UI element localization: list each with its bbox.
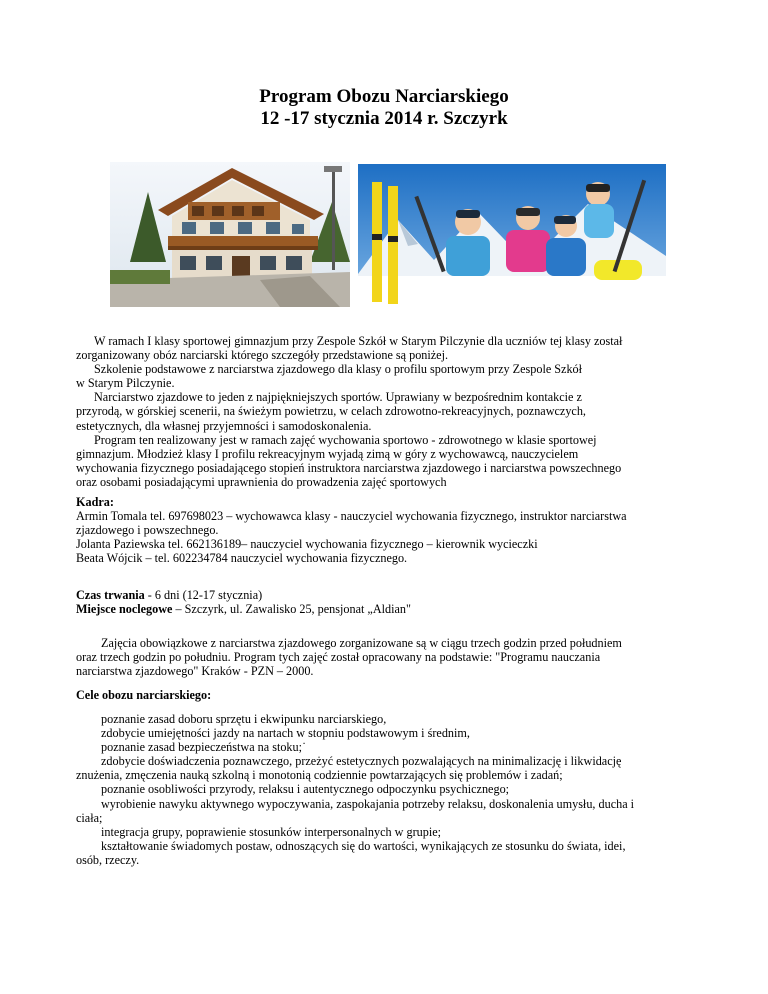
zajecia-line1: Zajęcia obowiązkowe z narciarstwa zjazdowego zorganizowane są w ciągu trzech godzin przed południem [101,636,622,650]
intro-p4-line1: Program ten realizowany jest w ramach zajęć wychowania sportowo - zdrowotnego w klasie sportowej [94,432,597,447]
czas-trwania-line [76,588,696,602]
kadra-line4: Beata Wójcik – tel. 602234784 nauczyciel wychowania fizycznego. [76,551,408,566]
cele-item-7: integracja grupy, poprawienie stosunków interpersonalnych w grupie; [101,824,442,839]
miejsce-line [76,602,696,616]
czas-value: - 6 dni (12-17 stycznia) [144,588,263,602]
intro-p2-line2: w Starym Pilczynie. [76,376,175,391]
intro-p1-line2: zorganizowany obóz narciarski którego szczegóły przedstawione są poniżej. [76,348,449,363]
zajecia-line2: oraz trzech godzin po południu. Program tych zajęć został opracowany na podstawie: "Programu nauczania [76,650,601,665]
cele-item-5: poznanie osobliwości przyrody, relaksu i autentycznego odpoczynku psychicznego; [101,782,510,797]
cele-item-4-line1: zdobycie doświadczenia poznawczego, przeżyć estetycznych pozwalających na minimalizację i likwidację [101,754,622,769]
cele-list [76,712,696,867]
building-photo [110,162,350,307]
intro-section [76,334,696,489]
cele-item-3: poznanie zasad bezpieczeństwa na stoku;˙ [101,740,307,755]
cele-item-8-line1: kształtowanie świadomych postaw, odnoszących się do wartości, wynikających ze stosunku do świata, idei, [101,838,626,853]
cele-item-2: zdobycie umiejętności jazdy na nartach w stopniu podstawowym i średnim, [101,726,470,741]
cele-item-8-line2: osób, rzeczy. [76,852,140,867]
info-section [76,588,696,616]
intro-p3-line3: estetycznych, dla własnej przyjemności i samodoskonalenia. [76,418,372,433]
cele-heading-block [76,688,696,702]
kadra-section [76,495,696,565]
intro-p3-line1: Narciarstwo zjazdowe to jeden z najpiękniejszych sportów. Uprawiany w bezpośrednim kontakcie z [94,390,582,405]
intro-p4-line3: wychowania fizycznego posiadającego stopień instruktora narciarstwa zjazdowego i narciarstwa powszechnego [76,460,622,475]
cele-item-4-line2: znużenia, zmęczenia nauką szkolną i monotonią codziennie powtarzających się problemów i zadań; [76,768,563,783]
czas-label: Czas trwania [76,588,145,602]
cele-heading: Cele obozu narciarskiego: [76,688,212,702]
intro-p3-line2: przyrodą, w górskiej scenerii, na świeżym powietrzu, w celach zdrowotno-rekreacyjnych, poznawczych, [76,404,586,419]
skiers-photo [358,164,666,308]
kadra-line2: zjazdowego i powszechnego. [76,523,219,538]
cele-item-6-line2: ciała; [76,810,103,825]
miejsce-label: Miejsce noclegowe [76,602,173,617]
cele-item-1: poznanie zasad doboru sprzętu i ekwipunku narciarskiego, [101,712,387,726]
zajecia-line3: narciarstwa zjazdowego" Kraków - PZN – 2000. [76,664,314,679]
miejsce-value: – Szczyrk, ul. Zawalisko 25, pensjonat „Aldian" [172,602,411,617]
cele-item-6-line1: wyrobienie nawyku aktywnego wypoczywania, zaspokajania potrzeby relaksu, doskonalenia umysłu, ducha i [101,796,635,811]
kadra-line3: Jolanta Paziewska tel. 662136189– nauczyciel wychowania fizycznego – kierownik wycieczki [76,537,538,552]
intro-p4-line4: oraz osobami posiadającymi uprawnienia do prowadzenia zajęć sportowych [76,474,447,489]
document-subtitle: 12 -17 stycznia 2014 r. Szczyrk [260,108,508,129]
document-title: Program Obozu Narciarskiego [259,86,509,107]
kadra-heading: Kadra: [76,495,114,509]
zajecia-section [76,636,696,678]
intro-p1-line1: W ramach I klasy sportowej gimnazjum przy Zespole Szkół w Starym Pilczynie dla uczniów tej klasy został [94,334,623,348]
kadra-line1: Armin Tomala tel. 697698023 – wychowawca klasy - nauczyciel wychowania fizycznego, instruktor narciarstwa [76,509,627,524]
intro-p2-line1: Szkolenie podstawowe z narciarstwa zjazdowego dla klasy o profilu sportowym przy Zespole Szkół [94,362,583,377]
intro-p4-line2: gimnazjum. Młodzież klasy I profilu rekreacyjnym wyjadą zimą w góry z wychowawcą, nauczycielem [76,446,579,461]
